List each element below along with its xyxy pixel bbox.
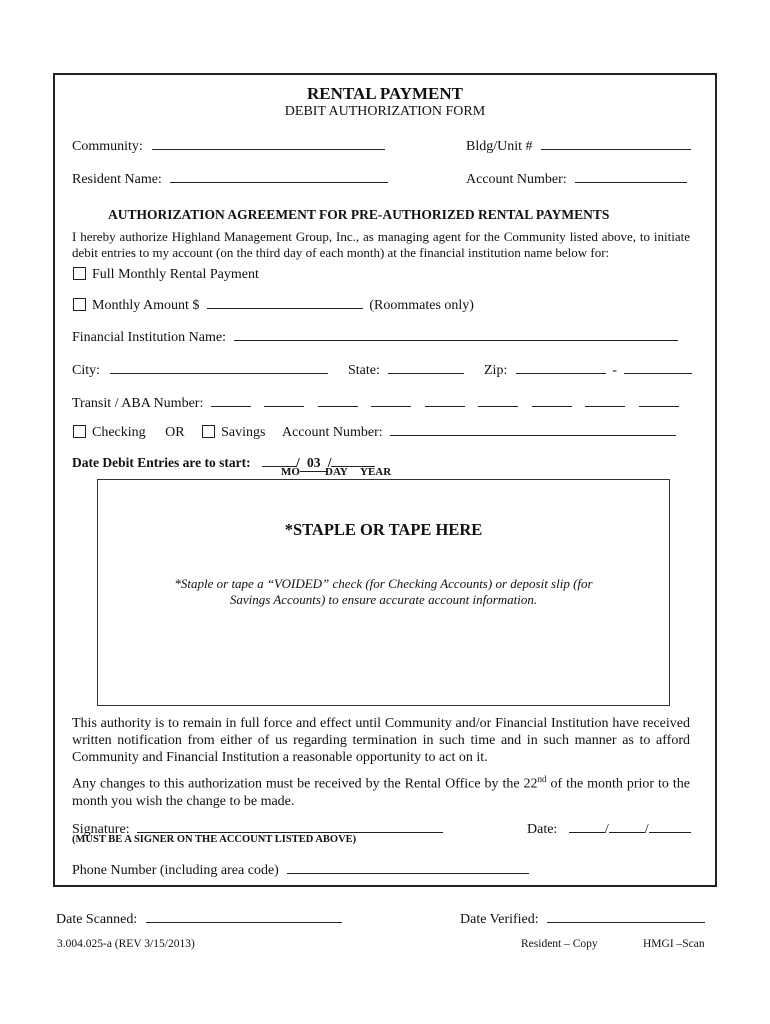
community-label: Community:	[72, 139, 143, 154]
resident-name-field[interactable]	[170, 168, 388, 183]
start-sep-1: /	[295, 455, 300, 470]
resident-name-label: Resident Name:	[72, 172, 162, 187]
signature-date-row	[527, 818, 691, 838]
transit-digit-8[interactable]	[585, 392, 625, 407]
bank-account-number-field[interactable]	[390, 421, 676, 436]
bldg-unit-label: Bldg/Unit #	[466, 139, 533, 154]
zip-plus4-field[interactable]	[624, 359, 692, 374]
signature-field[interactable]	[137, 818, 443, 833]
hmgi-scan-label: HMGI –Scan	[643, 938, 705, 950]
monthly-amount-checkbox[interactable]	[73, 298, 86, 311]
city-row	[72, 359, 328, 379]
institution-label: Financial Institution Name:	[72, 330, 226, 345]
transit-digit-3[interactable]	[318, 392, 358, 407]
signature-note: (MUST BE A SIGNER ON THE ACCOUNT LISTED ABOVE)	[72, 834, 357, 845]
agreement-text: I hereby authorize Highland Management Group, Inc., as managing agent for the Community listed above, to initiate debit entries to my account (on the third day of each month) at the financial institution name below for:	[72, 229, 690, 260]
date-scanned-label: Date Scanned:	[56, 912, 138, 927]
terms-ordinal-suffix: nd	[537, 774, 547, 784]
zip-field[interactable]	[516, 359, 606, 374]
bldg-unit-row	[466, 135, 691, 155]
start-sep-2: /	[327, 455, 332, 470]
bldg-unit-field[interactable]	[541, 135, 691, 150]
staple-instruction-2: Savings Accounts) to ensure accurate account information.	[229, 592, 538, 607]
agreement-heading: AUTHORIZATION AGREEMENT FOR PRE-AUTHORIZED RENTAL PAYMENTS	[108, 207, 610, 222]
transit-digit-1[interactable]	[211, 392, 251, 407]
monthly-amount-field[interactable]	[207, 294, 363, 309]
monthly-amount-label: Monthly Amount $	[92, 298, 200, 313]
transit-digit-4[interactable]	[371, 392, 411, 407]
date-verified-label: Date Verified:	[460, 912, 539, 927]
transit-digit-5[interactable]	[425, 392, 465, 407]
savings-checkbox[interactable]	[202, 425, 215, 438]
terms-paragraph-2	[72, 771, 690, 810]
city-label: City:	[72, 363, 101, 378]
signature-date-sep-1: /	[604, 822, 609, 837]
resident-name-row	[72, 168, 388, 188]
transit-digit-9[interactable]	[639, 392, 679, 407]
start-year-field[interactable]	[331, 452, 375, 467]
account-number-field[interactable]	[575, 168, 687, 183]
account-number-label: Account Number:	[466, 172, 567, 187]
signature-date-year[interactable]	[649, 818, 691, 833]
start-mo-label: MO	[281, 466, 300, 478]
transit-row	[72, 392, 679, 412]
start-date-label: Date Debit Entries are to start:	[72, 455, 251, 470]
state-label: State:	[348, 363, 380, 378]
start-year-label: YEAR	[360, 466, 392, 478]
state-row	[348, 359, 464, 379]
city-field[interactable]	[110, 359, 328, 374]
resident-copy-label: Resident – Copy	[521, 938, 598, 950]
transit-digit-6[interactable]	[478, 392, 518, 407]
savings-label: Savings	[221, 425, 266, 440]
signature-date-month[interactable]	[569, 818, 605, 833]
phone-label: Phone Number (including area code)	[72, 863, 279, 878]
staple-instruction-1: *Staple or tape a “VOIDED” check (for Checking Accounts) or deposit slip (for	[174, 576, 593, 591]
zip-separator: -	[612, 363, 618, 378]
date-verified-field[interactable]	[547, 908, 705, 923]
roommates-note: (Roommates only)	[369, 298, 474, 313]
form-title: RENTAL PAYMENT	[306, 84, 463, 103]
institution-field[interactable]	[234, 326, 678, 341]
signature-date-day[interactable]	[609, 818, 645, 833]
form-subtitle: DEBIT AUTHORIZATION FORM	[284, 104, 486, 119]
date-scanned-field[interactable]	[146, 908, 342, 923]
signature-label: Signature:	[72, 822, 130, 837]
start-month-field[interactable]	[262, 452, 296, 467]
account-type-row	[73, 421, 676, 441]
transit-digit-2[interactable]	[264, 392, 304, 407]
signature-date-sep-2: /	[644, 822, 649, 837]
staple-title: *STAPLE OR TAPE HERE	[284, 520, 483, 539]
terms-paragraph-2-a: Any changes to this authorization must be received by the Rental Office by the 22	[72, 776, 538, 792]
bank-account-number-label: Account Number:	[281, 425, 383, 440]
date-scanned-row	[56, 908, 342, 928]
date-verified-row	[460, 908, 705, 928]
checking-checkbox[interactable]	[73, 425, 86, 438]
community-row	[72, 135, 385, 155]
start-day-label: DAY	[325, 466, 348, 478]
account-number-row	[466, 168, 687, 188]
institution-row	[72, 326, 678, 346]
community-field[interactable]	[152, 135, 385, 150]
full-monthly-checkbox[interactable]	[73, 267, 86, 280]
terms-paragraph-1: This authority is to remain in full force and effect until Community and/or Financial Institution have received written notification from either of us regarding termination in such time and in such manner as to afford Community and Financial Institution a reasonable opportunity to act on it.	[72, 716, 690, 765]
phone-row	[72, 859, 529, 879]
zip-label: Zip:	[484, 363, 508, 378]
phone-field[interactable]	[287, 859, 529, 874]
full-monthly-label: Full Monthly Rental Payment	[92, 267, 259, 282]
zip-row	[484, 359, 692, 379]
signature-date-label: Date:	[527, 822, 558, 837]
or-label: OR	[165, 425, 185, 440]
transit-label: Transit / ABA Number:	[72, 396, 204, 411]
transit-digit-7[interactable]	[532, 392, 572, 407]
form-id: 3.004.025-a (REV 3/15/2013)	[57, 938, 195, 950]
start-day-value: 03	[300, 455, 328, 472]
checking-label: Checking	[92, 425, 146, 440]
monthly-amount-row	[73, 294, 474, 314]
terms-paragraph-2-b: of the month prior to the month you wish the change to be made.	[72, 776, 690, 809]
state-field[interactable]	[388, 359, 464, 374]
full-monthly-row	[73, 267, 259, 283]
